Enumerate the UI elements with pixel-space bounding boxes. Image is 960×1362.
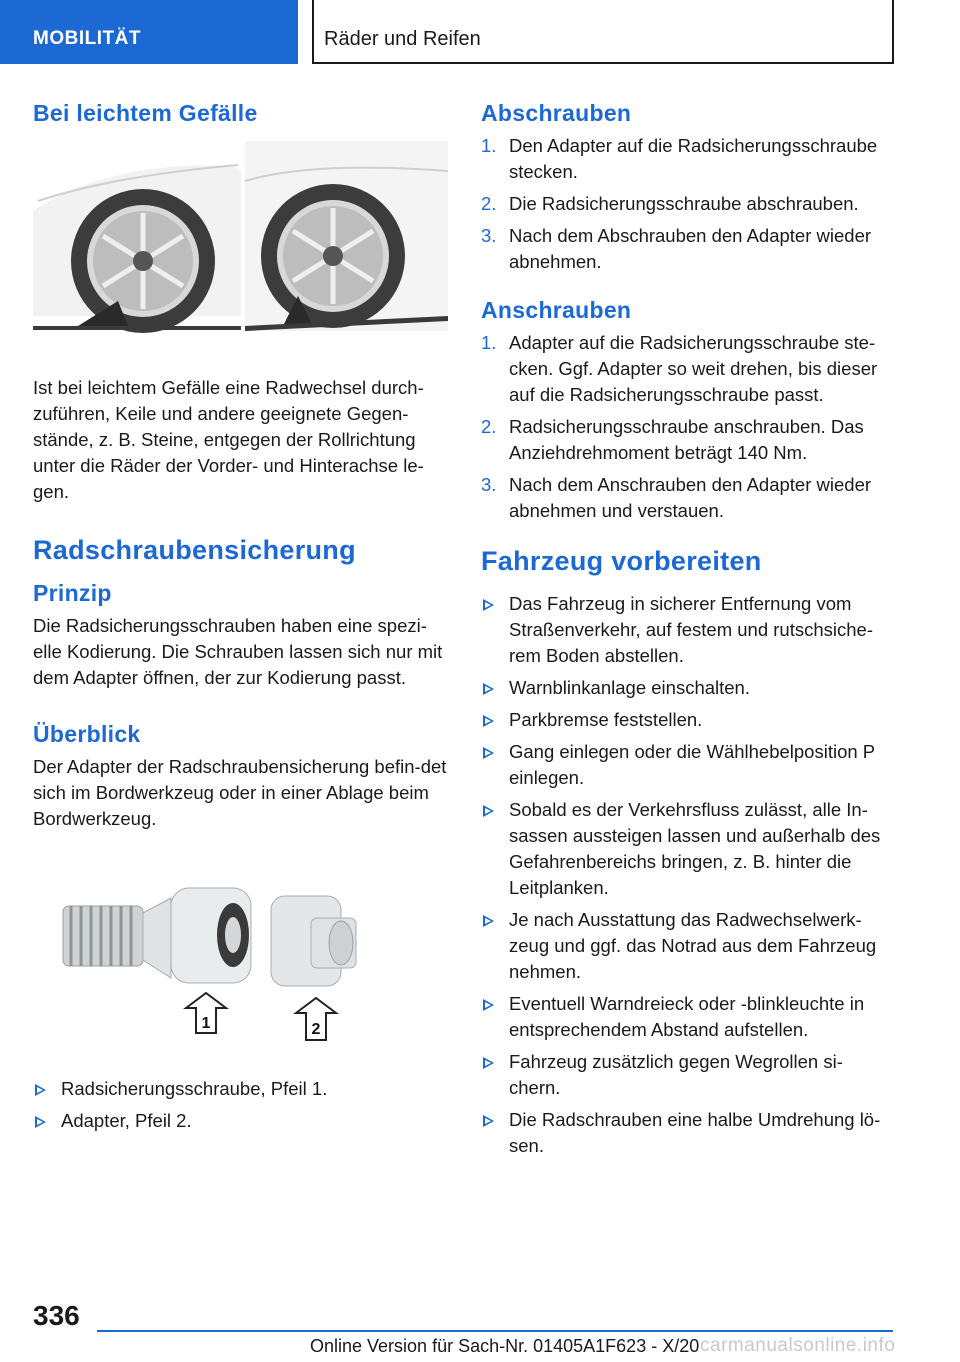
bullet-triangle-icon (483, 1115, 494, 1127)
step-item: 2. Radsicherungsschraube anschrauben. Das Anziehdrehmoment beträgt 140 Nm. (481, 416, 864, 463)
bolt-adapter-figure (61, 868, 361, 1048)
bullet-triangle-icon (35, 1084, 46, 1096)
heading-fahrzeug-vorbereiten: Fahrzeug vorbereiten (481, 546, 762, 576)
bullet-triangle-icon (483, 715, 494, 727)
list-item: Adapter, Pfeil 2. (33, 1108, 448, 1134)
left-column (33, 100, 448, 1140)
abschrauben-steps (481, 133, 891, 275)
paragraph-prinzip: Die Radsicherungsschrauben haben eine spezi-elle Kodierung. Die Schrauben lassen sich nur mit dem Adapter öffnen, der zur Kodierung passt. (33, 615, 443, 688)
heading-gefaelle: Bei leichtem Gefälle (33, 100, 258, 126)
header-section: MOBILITÄT (0, 0, 298, 64)
list-item: Das Fahrzeug in sicherer Entfernung vom Straßenverkehr, auf festem und rutschsiche-rem Boden abstellen. (481, 591, 891, 669)
list-item: Sobald es der Verkehrsfluss zulässt, alle In-sassen aussteigen lassen und außerhalb des Gefahrenbereichs bringen, z. B. hinter die Leitplanken. (481, 797, 891, 901)
step-item: 3. Nach dem Abschrauben den Adapter wieder abnehmen. (481, 225, 872, 272)
wheel-chock-figure (33, 141, 448, 351)
arrow-1-label: 1 (201, 1015, 211, 1032)
heading-abschrauben: Abschrauben (481, 100, 632, 126)
figure-legend-list (33, 1076, 448, 1134)
step-item: 1. Adapter auf die Radsicherungsschraube ste-cken. Ggf. Adapter so weit drehen, bis dieser auf die Radsicherungsschraube passt. (481, 332, 878, 405)
list-item: Die Radschrauben eine halbe Umdrehung lö-sen. (481, 1107, 891, 1159)
right-column (481, 100, 891, 1165)
list-item: Gang einlegen oder die Wählhebelposition P einlegen. (481, 739, 891, 791)
footer-text: Online Version für Sach-Nr. 01405A1F623 - X/20 (310, 1336, 700, 1356)
heading-prinzip: Prinzip (33, 580, 112, 606)
watermark: carmanualsonline.info (700, 1335, 896, 1356)
heading-radschraubensicherung: Radschraubensicherung (33, 535, 356, 565)
paragraph-gefaelle: Ist bei leichtem Gefälle eine Radwechsel durch-zuführen, Keile und andere geeignete Gegen-stände, z. B. Steine, entgegen der Rollrichtung unter die Räder der Vorder- und Hinterachse le-gen. (33, 377, 424, 502)
anschrauben-steps (481, 330, 891, 524)
step-item: 2. Die Radsicherungsschraube abschrauben. (481, 193, 859, 214)
paragraph-ueberblick: Der Adapter der Radschraubensicherung befin-det sich im Bordwerkzeug oder in einer Ablage beim Bordwerkzeug. (33, 756, 447, 829)
list-item: Radsicherungsschraube, Pfeil 1. (33, 1076, 448, 1102)
heading-ueberblick: Überblick (33, 721, 141, 747)
list-item: Warnblinkanlage einschalten. (481, 675, 891, 701)
bullet-triangle-icon (483, 1057, 494, 1069)
list-item: Eventuell Warndreieck oder -blinkleuchte in entsprechendem Abstand aufstellen. (481, 991, 891, 1043)
list-item: Fahrzeug zusätzlich gegen Wegrollen si-chern. (481, 1049, 891, 1101)
bullet-triangle-icon (483, 747, 494, 759)
step-item: 1. Den Adapter auf die Radsicherungsschraube stecken. (481, 135, 878, 182)
bullet-triangle-icon (483, 599, 494, 611)
bullet-triangle-icon (483, 683, 494, 695)
footer-divider (97, 1330, 893, 1332)
arrow-2-label: 2 (311, 1021, 321, 1038)
heading-anschrauben: Anschrauben (481, 297, 632, 323)
vorbereiten-list (481, 591, 891, 1159)
bullet-triangle-icon (483, 999, 494, 1011)
page-number: 336 (33, 1300, 80, 1331)
bullet-triangle-icon (35, 1116, 46, 1128)
step-item: 3. Nach dem Anschrauben den Adapter wieder abnehmen und verstauen. (481, 474, 872, 521)
header-chapter: Räder und Reifen (312, 0, 894, 64)
list-item: Je nach Ausstattung das Radwechselwerk-zeug und ggf. das Notrad aus dem Fahrzeug nehmen. (481, 907, 891, 985)
bullet-triangle-icon (483, 805, 494, 817)
bullet-triangle-icon (483, 915, 494, 927)
list-item: Parkbremse feststellen. (481, 707, 891, 733)
